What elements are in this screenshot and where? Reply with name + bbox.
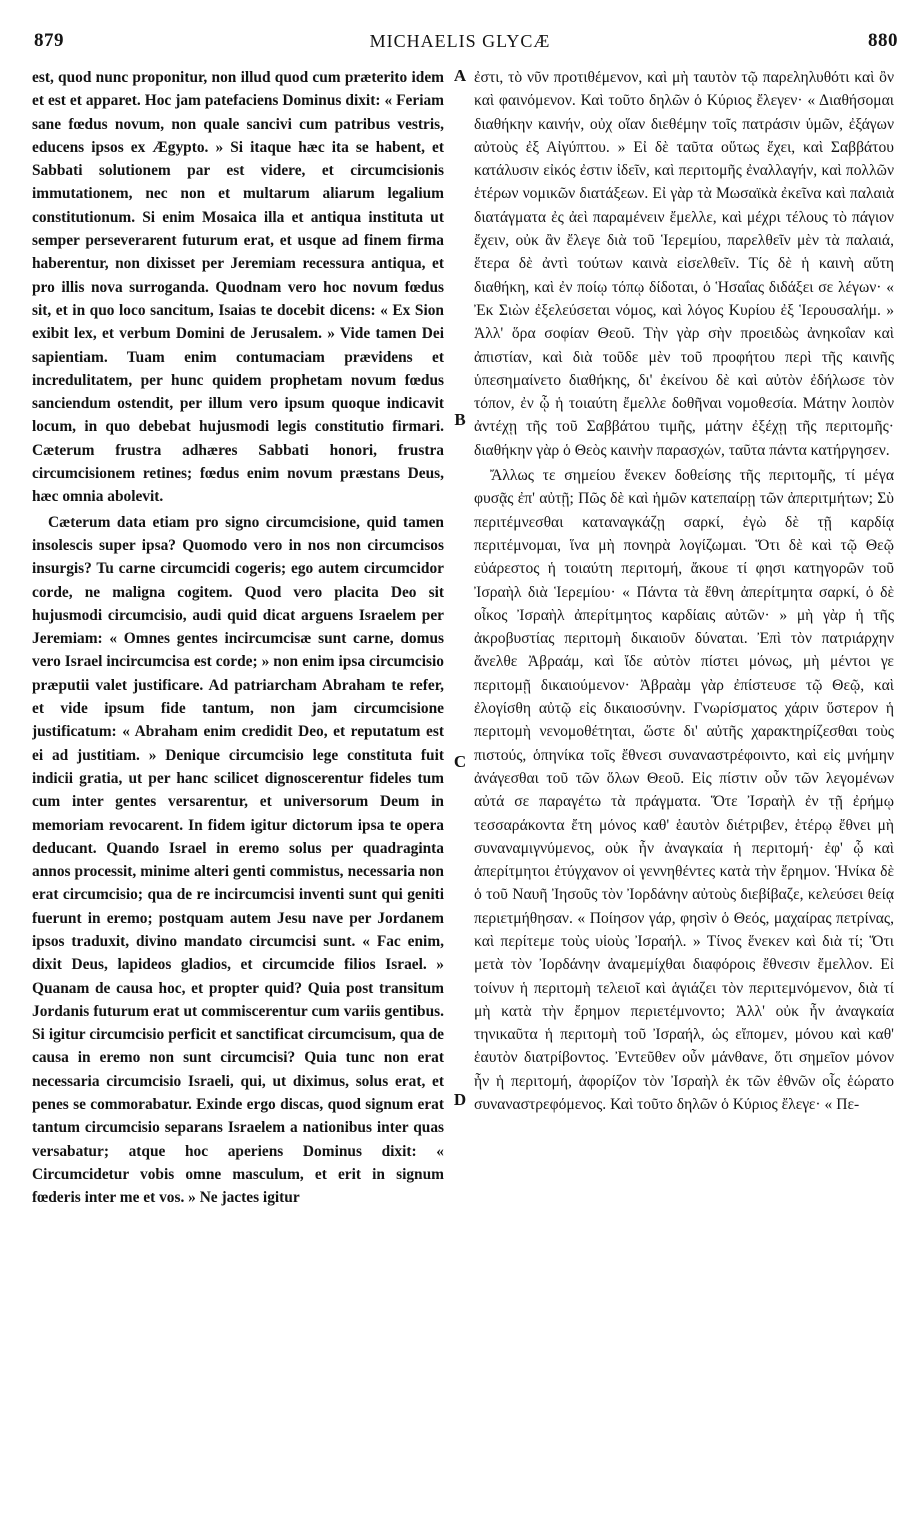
latin-paragraph: est, quod nunc proponitur, non illud quod cum præterito idem et est et apparet. Hoc jam patefaciens Dominus dixit: « Feriam sane fœdus novum, non quale sancivi cum patribus vestris, educens ipsos ex Ægypto. » Si itaque hæc ita se habent, et Sabbati solutionem par est videre, et circumcisionis immutationem, nec non et multarum aliarum legalium constitutionum. Si enim Mosaica illa et antiqua instituta ut semper perseverarent futurum erat, et usque ad finem firma haberentur, non dixisset per Jeremiam recessura antiqua, et pro illis nova surroganda. Quodnam vero hoc novum fœdus sit, et in quo loco sancitum, Isaias te docebit dicens: « Ex Sion exibit lex, et verbum Domini de Jerusalem. » Vide tamen Dei sapientiam. Tuam enim contumaciam prævidens et incredulitatem, per hunc quidem prophetam novum fœdus sanciendum ostendit, per illum vero ipsum quoque indicavit locum, in quo debebat hujusmodi legis constitutio firmari. Cæterum frustra adhæres Sabbati honori, frustra circumcisionem retines; fœdus enim novum præstans Deus, hæc omnia abolevit. [32, 69, 444, 506]
section-marker-b: B [449, 410, 471, 430]
section-marker-c: C [449, 752, 471, 772]
latin-column [32, 66, 444, 1530]
latin-paragraph: Cæterum data etiam pro signo circumcisione, quid tamen insolescis super ipsa? Quomodo vero in nos non circumcisos insurgis? Tu carne circumcidi cogeris; ego autem circumcidor corde, ne maligna cogitem. Quod vero placita Deo sit hujusmodi circumcisio, audi quid dicat arguens Israelem per Jeremiam: « Omnes gentes incircumcisæ sunt carne, domus vero Israel incircumcisa est corde; » non enim ipsa circumcisio præputii valet justificare. Ad patriarcham Abraham te refer, et vide ipsum fide tantum, non jam circumcisione justificatum: « Abraham enim credidit Deo, et reputatum est ei ad justitiam. » Denique circumcisio lege constituta fuit indicii gratia, ut per hanc scilicet dignoscerentur fideles tum cum inter gentes versarentur, et universorum Deum in memoriam revocarent. In fidem igitur dictorum ipsa te opera deducant. Quando Israel in eremo solus per quadraginta annos processit, minime alteri genti commistus, necessaria non erat circumcisio; qua de re incircumcisi inventi sunt qui geniti fuerunt in eremo; postquam autem Jesu nave per Jordanem ipsos traduxit, divino mandato circumcisi sunt. « Fac enim, dixit Deus, lapideos gladios, et circumcide filios Israel. » Quanam de causa hoc, et propter quid? Quia post transitum Jordanis futurum erat ut commiscerentur cum variis gentibus. Si igitur circumcisio perficit et sanctificat circumcisum, qua de causa in eremo non sunt circumcisi? Quia tunc non erat necessaria circumcisio Israeli, qui, ut diximus, solus erat, et penes se commorabatur. Exinde ergo discas, quod signum erat tantum circumcisio separans Israelem a nationibus inter quas versabatur; atque hoc aperiens Dominus dixit: « Circumcidetur vobis omne masculum, et erit in signum fœderis inter me et vos. » Ne jactes igitur [32, 513, 444, 1207]
section-marker-d: D [449, 1090, 471, 1110]
page-number-left: 879 [34, 30, 64, 51]
page-header [0, 0, 920, 60]
running-title: MICHAELIS GLYCÆ [369, 31, 551, 51]
greek-paragraph: Ἄλλως τε σημείου ἕνεκεν δοθείσης τῆς περιτομῆς, τί μέγα φυσᾷς ἐπ' αὐτῇ; Πῶς δὲ καὶ ἡμῶν κατεπαίρῃ τῶν ἀπεριτμήτων; Σὺ περιτέμνεσθαι καταναγκάζῃ σαρκί, ἐγὼ δὲ τῇ καρδίᾳ περιτέμνομαι, ἵνα μὴ πονηρὰ λογίζωμαι. Ὅτι δὲ καὶ τῷ Θεῷ εὐάρεστος ἡ τοιαύτη περιτομή, ἄκουε τί φησι κατηγορῶν τοῦ Ἰσραὴλ διὰ Ἱερεμίου· « Πάντα τὰ ἔθνη ἀπερίτμητα σαρκί, ὁ δὲ οἶκος Ἰσραὴλ ἀπερίτμητος καρδίαις αὐτῶν· » μὴ γὰρ ἡ τῆς ἀκροβυστίας περιτομὴ δικαιοῦν δύναται. Ἐπὶ τὸν πατριάρχην ἄνελθε Ἀβραάμ, καὶ ἴδε αὐτὸν πίστει μόνως, μὴ μέντοι γε περιτομῇ δικαιούμενον· Ἀβραὰμ γὰρ ἐπίστευσε τῷ Θεῷ, καὶ ἐλογίσθη αὐτῷ εἰς δικαιοσύνην. Γνωρίσματος χάριν ὕστερον ἡ περιτομὴ νενομοθέτηται, ὥστε δι' αὐτῆς χαρακτηρίζεσθαι τοὺς πιστούς, ὁπηνίκα τοῖς ἔθνεσι συναναστρέφοιντο, καὶ εἰς μνήμην ἀνάγεσθαι τοῦ τῶν ὅλων Θεοῦ. Εἰς πίστιν οὖν τῶν λεγομένων αὐτά σε παραγέτω τὰ πράγματα. Ὅτε Ἰσραὴλ ἐν τῇ ἐρήμῳ τεσσαράκοντα ἔτη μόνος καθ' ἑαυτὸν διέτριβεν, ἑτέρῳ ἔθνει μὴ συναναμιγνύμενος, οὐκ ἦν ἀναγκαία ἡ περιτομή· ἐφ' ᾧ καὶ ἀπερίτμητοι ἐτύγχανον οἱ γεννηθέντες κατὰ τὴν ἔρημον. Ἡνίκα δὲ ὁ τοῦ Ναυῆ Ἰησοῦς τὸν Ἰορδάνην αὐτοὺς διεβίβαζε, κελεύσει θείᾳ περιετμήθησαν. « Ποίησον γάρ, φησὶν ὁ Θεός, μαχαίρας πετρίνας, καὶ περίτεμε τοὺς υἱοὺς Ἰσραήλ. » Τίνος ἕνεκεν καὶ διὰ τί; Ὅτι μετὰ τὸν Ἰορδάνην ἀναμεμίχθαι διαφόροις ἔθνεσιν ἔμελλον. Εἰ τοίνυν ἡ περιτομὴ τελειοῖ καὶ ἁγιάζει τὸν περιτεμνόμενον, διὰ τί μὴ κατὰ τὴν ἔρημον περιετέμνοντο; Ἀλλ' οὐκ ἦν ἀναγκαία τηνικαῦτα ἡ περιτομὴ τοῦ Ἰσραήλ, ὡς εἴπομεν, μόνου καὶ καθ' ἑαυτὸν διατρίβοντος. Ἐντεῦθεν οὖν μάνθανε, ὅτι σημεῖον μόνον ἦν ἡ περιτομή, ἀφορίζον τὸν Ἰσραὴλ ἐκ τῶν ἐθνῶν οἷς ἑώρατο συναναστρεφόμενος. Καὶ τοῦτο δηλῶν ὁ Κύριος ἔλεγε· « Πε- [474, 467, 894, 1114]
greek-paragraph: ἐστι, τὸ νῦν προτιθέμενον, καὶ μὴ ταυτὸν τῷ παρεληλυθότι καὶ ὂν καὶ φαινόμενον. Καὶ τοῦτο δηλῶν ὁ Κύριος ἔλεγεν· « Διαθήσομαι διαθήκην καινήν, οὐχ οἵαν διεθέμην τοῖς πατράσιν ὑμῶν, ἐξάγων αὐτοὺς ἐξ Αἰγύπτου. » Εἰ δὲ ταῦτα οὕτως ἔχει, καὶ Σαββάτου κατάλυσιν εἰκός ἐστιν ἰδεῖν, καὶ περιτομῆς ἐναλλαγήν, καὶ πολλῶν ἑτέρων νομικῶν διατάξεων. Εἰ γὰρ τὰ Μωσαϊκὰ ἐκεῖνα καὶ παλαιὰ διατάγματα ἐς ἀεὶ παραμένειν ἔμελλε, καὶ μέχρι τέλους τὸ πάγιον ἔχειν, οὐκ ἂν ἔλεγε διὰ τοῦ Ἱερεμίου, παρελθεῖν μὲν τὰ παλαιά, ἕτερα δὲ ἀντὶ τούτων καινὰ εἰσελθεῖν. Τίς δὲ ἡ καινὴ αὕτη διαθήκη, καὶ ἐν ποίῳ τόπῳ δίδοται, ὁ Ἡσαΐας διδάξει σε λέγων· « Ἐκ Σιὼν ἐξελεύσεται νόμος, καὶ λόγος Κυρίου ἐξ Ἱερουσαλήμ. » Ἀλλ' ὅρα σοφίαν Θεοῦ. Τὴν γὰρ σὴν προειδὼς ἀνηκοΐαν καὶ ἀπιστίαν, καὶ διὰ τοῦδε μὲν τοῦ προφήτου περὶ τῆς καινῆς ὑπεσημαίνετο διαθήκης, δι' ἐκείνου δὲ καὶ αὐτὸν ἐδήλωσε τὸν τόπον, ἐν ᾧ ἡ τοιαύτη ἔμελλε δοθῆναι νομοθεσία. Μάτην λοιπὸν ἀντέχῃ τῆς τοῦ Σαββάτου τιμῆς, μάτην ἐξέχῃ τῆς περιτομῆς· διαθήκην γὰρ ὁ Θεὸς καινὴν παρασχών, ταῦτα πάντα κατήργησεν. [474, 69, 894, 459]
page-number-right: 880 [868, 30, 898, 51]
column-gutter [459, 66, 460, 1526]
section-marker-a: A [449, 66, 471, 86]
greek-column [474, 66, 894, 1530]
